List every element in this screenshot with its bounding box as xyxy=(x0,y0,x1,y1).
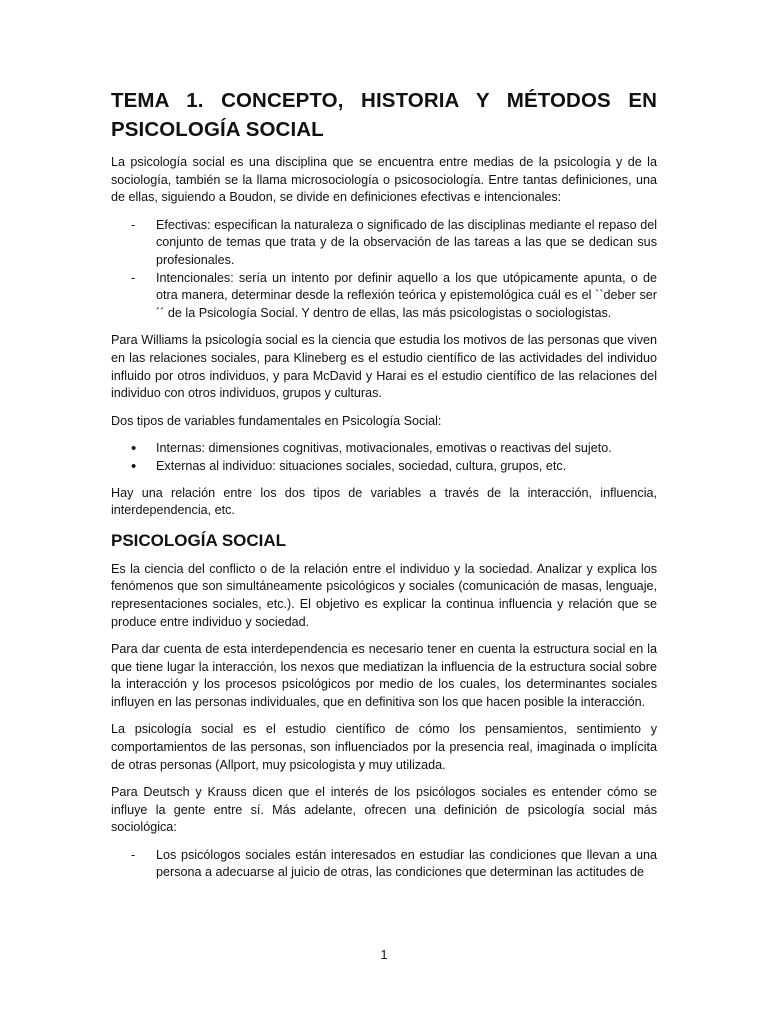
page-title: TEMA 1. CONCEPTO, HISTORIA Y MÉTODOS EN PSICOLOGÍA SOCIAL xyxy=(111,89,657,141)
list-item xyxy=(111,847,657,882)
bullet-icon: • xyxy=(131,439,137,457)
list-item-text: Internas: dimensiones cognitivas, motivacionales, emotivas o reactivas del sujeto. xyxy=(156,440,612,455)
dash-marker: - xyxy=(131,270,136,285)
interdependence-paragraph: Para dar cuenta de esta interdependencia es necesario tener en cuenta la estructura social en la que tiene lugar la interacción, los nexos que mediatizan la influencia de la estructura social sobre la interacción y los procesos psicológicos por medio de los cuales, los determinantes sociales influyen en las personas individuales, que en definitiva son los que hacen posible la interacción. xyxy=(111,641,657,710)
definitions-list xyxy=(111,217,657,323)
relation-paragraph: Hay una relación entre los dos tipos de variables a través de la interacción, influencia, interdependencia, etc. xyxy=(111,485,657,518)
intro-paragraph: La psicología social es una disciplina que se encuentra entre medias de la psicología y de la sociología, también se la llama microsociología o psicosociología. Entre tantas definiciones, una de ellas, siguiendo a Boudon, se divide en definiciones efectivas e intencionales: xyxy=(111,155,657,205)
page-content xyxy=(111,86,657,891)
deutsch-paragraph: Para Deutsch y Krauss dicen que el interés de los psicólogos sociales es entender cómo se influye la gente entre sí. Más adelante, ofrecen una definición de psicología social más sociológica: xyxy=(111,784,657,835)
list-item xyxy=(111,458,657,476)
list-item xyxy=(111,440,657,458)
list-item-text: Los psicólogos sociales están interesados en estudiar las condiciones que llevan a una persona a adecuarse al juicio de otras, las condiciones que determinan las actitudes de xyxy=(156,847,657,880)
list-item xyxy=(111,270,657,323)
definition-paragraph: Es la ciencia del conflicto o de la relación entre el individuo y la sociedad. Analizar y explica los fenómenos que son simultáneamente psicológicos y sociales (comunicación de masas, lenguaje, representaciones sociales, etc.). El objetivo es explicar la continua influencia y relación que se produce entre individuo y sociedad. xyxy=(111,561,657,629)
list-item-text: Efectivas: especifican la naturaleza o significado de las disciplinas mediante el repaso del conjunto de temas que trata y de la observación de las tareas a las que se dedican sus profesionales. xyxy=(156,217,657,268)
list-item xyxy=(111,217,657,270)
variables-intro: Dos tipos de variables fundamentales en Psicología Social: xyxy=(111,413,442,428)
variables-list xyxy=(111,440,657,475)
dash-marker: - xyxy=(131,217,136,232)
bullet-icon: • xyxy=(131,457,137,475)
section-heading: PSICOLOGÍA SOCIAL xyxy=(111,530,287,550)
williams-paragraph: Para Williams la psicología social es la ciencia que estudia los motivos de las personas que viven en las relaciones sociales, para Klineberg es el estudio científico de las actividades del individuo influido por otros individuos, y para McDavid y Harai es el estudio científico de las relaciones del individuo con otros individuos, grupos y culturas. xyxy=(111,333,657,401)
allport-paragraph: La psicología social es el estudio científico de cómo los pensamientos, sentimiento y comportamientos de las personas, son influenciados por la presencia real, imaginada o implícita de otras personas (Allport, muy psicologista y muy utilizada. xyxy=(111,722,657,772)
page-number: 1 xyxy=(380,948,388,962)
list-item-text: Externas al individuo: situaciones sociales, sociedad, cultura, grupos, etc. xyxy=(156,458,567,473)
dash-marker: - xyxy=(131,847,136,862)
list-item-text: Intencionales: sería un intento por definir aquello a los que utópicamente apunta, o de otra manera, determinar desde la reflexión teórica y epistemológica cuál es el ``deber ser´´ de la Psicología Social. Y dentro de ellas, las más psicologistas o sociologistas. xyxy=(156,270,657,321)
deutsch-list xyxy=(111,847,657,882)
